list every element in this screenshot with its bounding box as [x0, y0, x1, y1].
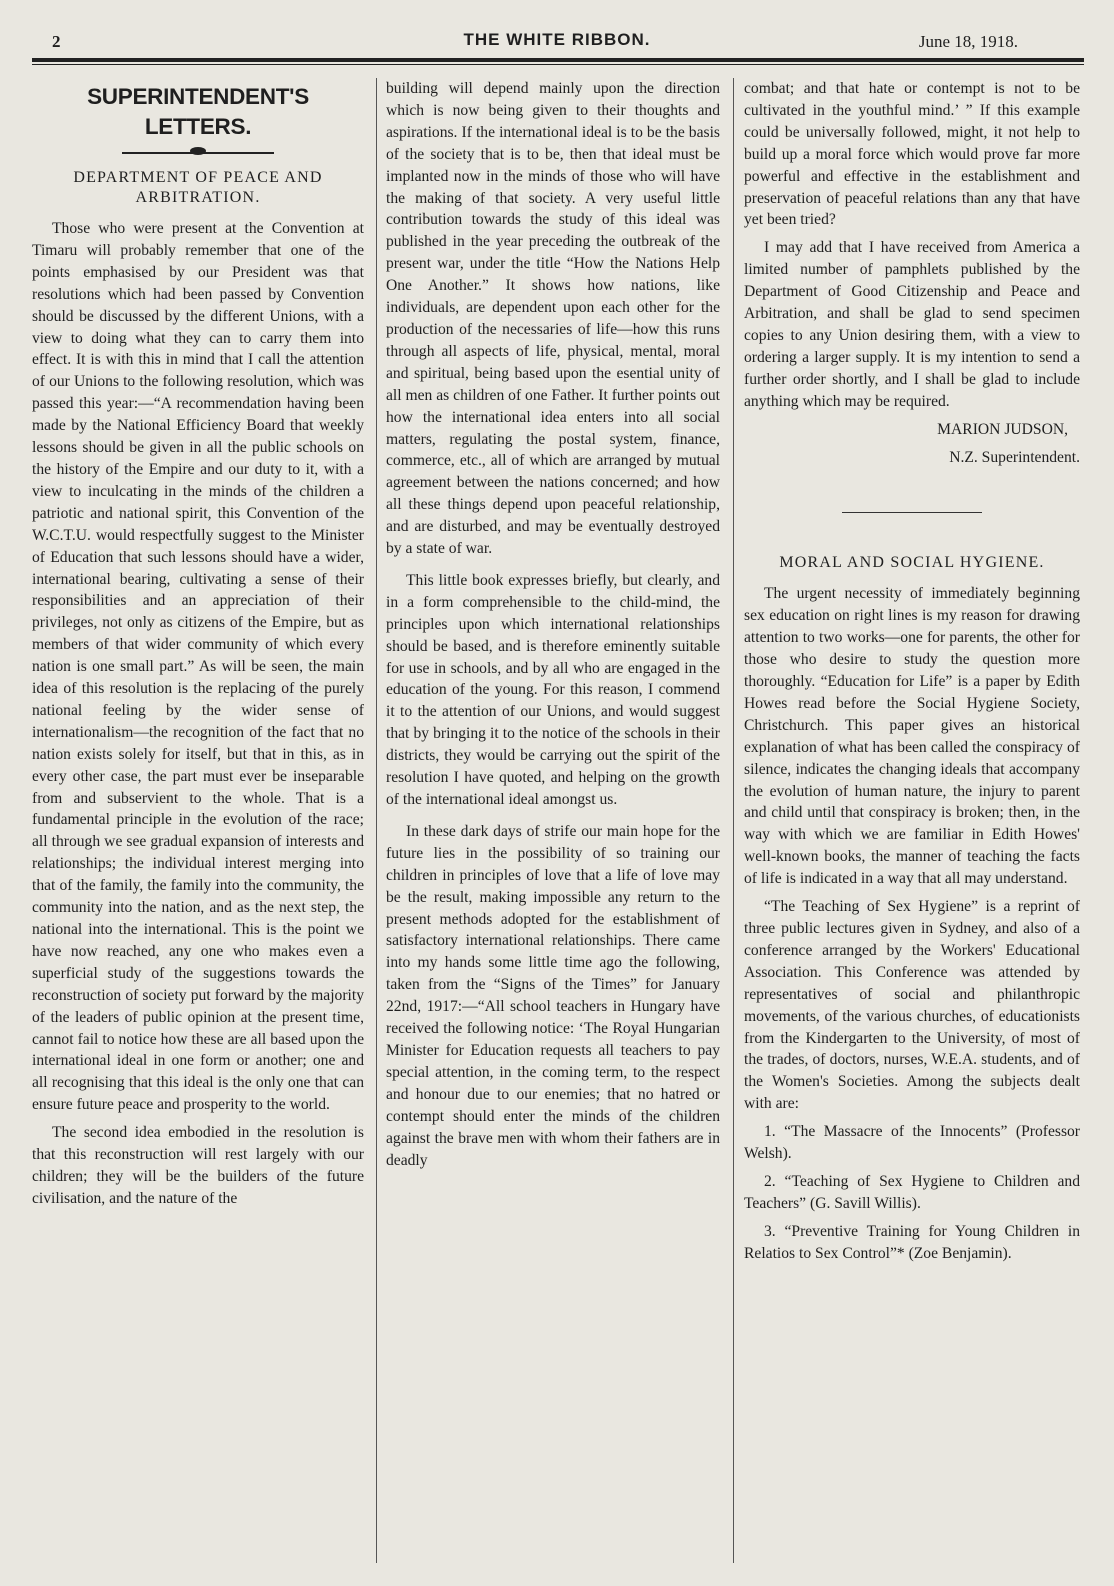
paragraph: In these dark days of strife our main hope for the future lies in the possibility of so training our children in principles of love that a life of love may be the result, making impossible any return to the present methods adopted for the establishment of satisfactory international relationships. There came into my hands some little time ago the following, taken from the “Signs of the Times” for January 22nd, 1917:—“All school teachers in Hungary have received the following notice: ‘The Royal Hungarian Minister for Education requests all teachers to pay special attention, in the coming term, to the respect and honour due to our enemies; that no hatred or contempt should enter the minds of the children against the brave men with whom their fathers are in deadly	[386, 822, 720, 1169]
paragraph: Those who were present at the Convention at Timaru will probably remember that one of the points emphasised by our President was that resolutions which had been passed by Convention should be discussed by the different Unions, with a view to doing what they can to carry them into effect. It is with this in mind that I call the attention of our Unions to the following resolution, which was passed this year:—“A recommendation having been made by the National Efficiency Board that weekly lessons should be given in all the public schools on the history of the Empire and our duty to it, with a view to inculcating in the minds of the children a patriotic and national spirit, this Convention of the W.C.T.U. would respectfully suggest to the Minister of Education that such lessons should have a wider, international bearing, cultivating a sense of their responsibilities and an appreciation of their privileges, not only as citizens of the Empire, but as members of that wider community of which every nation is one small part.” As will be seen, the main idea of this resolution is the replacing of the purely national feeling by the wider sense of internationalism—the recognition of the fact that no nation exists solely for itself, but that in this, as in every other case, the part must ever be inseparable from and subservient to the whole. That is a fundamental principle in the evolution of the race; all through we see gradual expansion of interests and relationships; the individual interest merging into that of the family, the family into the community, the community into the nation, and as the next step, the national into the international. This is the point we have now reached, any one who makes even a superficial study of the suggestions towards the reconstruction of society put forward by the majority of the leaders of public opinion at the present time, cannot fail to notice how these are all based upon the international ideal in one form or another; one and all recognising that this ideal is the only one that can ensure future peace and prosperity to the world.	[32, 220, 364, 1114]
signature-name: MARION JUDSON,	[937, 420, 1068, 438]
page-number: 2	[52, 32, 61, 51]
header-rule-thin	[32, 64, 1084, 65]
column-1	[32, 78, 364, 1216]
article-title: SUPERINTENDENT'S LETTERS.	[87, 84, 309, 139]
list-item: 3. “Preventive Training for Young Children in Relatios to Sex Control”* (Zoe Benjamin).	[744, 1222, 1080, 1262]
signature-title: N.Z. Superintendent.	[949, 448, 1080, 466]
issue-date: June 18, 1918.	[918, 32, 1018, 51]
list-item: 1. “The Massacre of the Innocents” (Professor Welsh).	[744, 1123, 1080, 1163]
column-2	[386, 78, 720, 1177]
paragraph: I may add that I have received from America a limited number of pamphlets published by the Department of Good Citizenship and Peace and Arbitration, and shall be glad to send specimen copies to any Union desiring them, with a view to ordering a larger supply. It is my intention to send a further order shortly, and I shall be glad to include anything which may be required.	[744, 239, 1080, 410]
masthead: THE WHITE RIBBON.	[463, 30, 651, 49]
column-3	[744, 78, 1080, 1271]
paragraph: The urgent necessity of immediately beginning sex education on right lines is my reason for drawing attention to two works—one for parents, the other for those who desire to study the question more thoroughly. “Education for Life” is a paper by Edith Howes read before the Social Hygiene Society, Christchurch. This paper gives an historical explanation of what has been called the conspiracy of silence, indicates the changing ideals that accompany the evolution of human nature, the injury to parent and child until that conspiracy is broken; then, in the way with which we are familiar in Edith Howes' well-known books, the manner of teaching the facts of life is indicated in a way that all may understand.	[744, 585, 1080, 888]
header-rule	[32, 58, 1084, 62]
paragraph-continued: combat; and that hate or contempt is not to be cultivated in the youthful mind.’ ” If this example could be universally followed, might, it not help to build up a moral force which would prove far more powerful and effective in the establishment and preservation of peaceful relations than any that have yet been tried?	[744, 80, 1080, 229]
paragraph: “The Teaching of Sex Hygiene” is a reprint of three public lectures given in Sydney, and also of a conference arranged by the Workers' Educational Association. This Conference was attended by representatives of social and philanthropic movements, of the various churches, of educationists from the Kindergarten to the University, of most of the trades, of doctors, nurses, W.E.A. students, and of the Women's Societies. Among the subjects dealt with are:	[744, 898, 1080, 1113]
paragraph: This little book expresses briefly, but clearly, and in a form comprehensible to the child-mind, the principles upon which international relationships should be based, and is therefore eminently suitable for use in schools, and by all who are engaged in the education of the young. For this reason, I commend it to the attention of our Unions, and would suggest that by bringing it to the notice of the schools in their districts, they would be carrying out the spirit of the resolution I have quoted, and helping on the growth of the international ideal amongst us.	[386, 571, 720, 808]
column-divider	[376, 78, 377, 1563]
paragraph: The second idea embodied in the resolution is that this reconstruction will rest largely with our children; they will be the builders of the future civilisation, and the nature of the	[32, 1124, 364, 1207]
section-heading: DEPARTMENT OF PEACE AND ARBITRATION.	[73, 169, 323, 206]
column-divider	[733, 78, 734, 1563]
list-item: 2. “Teaching of Sex Hygiene to Children and Teachers” (G. Savill Willis).	[744, 1172, 1080, 1212]
section-heading: MORAL AND SOCIAL HYGIENE.	[779, 554, 1045, 572]
paragraph-continued: building will depend mainly upon the direction which is now being given to their thoughts and aspirations. If the international ideal is to be the basis of the society that is to be, then that ideal must be implanted now in the minds of those who will have the making of that society. A very useful little contribution towards the study of this ideal was published in the year preceding the outbreak of the present war, under the title “How the Nations Help One Another.” It shows how nations, like individuals, are dependent upon each other for the production of the necessaries of life—how this runs through all aspects of life, physical, mental, moral and spiritual, being based upon the esential unity of all men as children of one Father. It further points out how the international idea enters into all social matters, regulating the postal system, finance, commerce, etc., all of which are arranged by mutual agreement between the nations concerned; and how all these things depend upon peaceful relationship, and are disturbed, and may be eventually destroyed by a state of war.	[386, 80, 720, 558]
title-ornament	[32, 148, 364, 158]
page-header	[36, 26, 1078, 52]
section-divider	[842, 512, 982, 513]
